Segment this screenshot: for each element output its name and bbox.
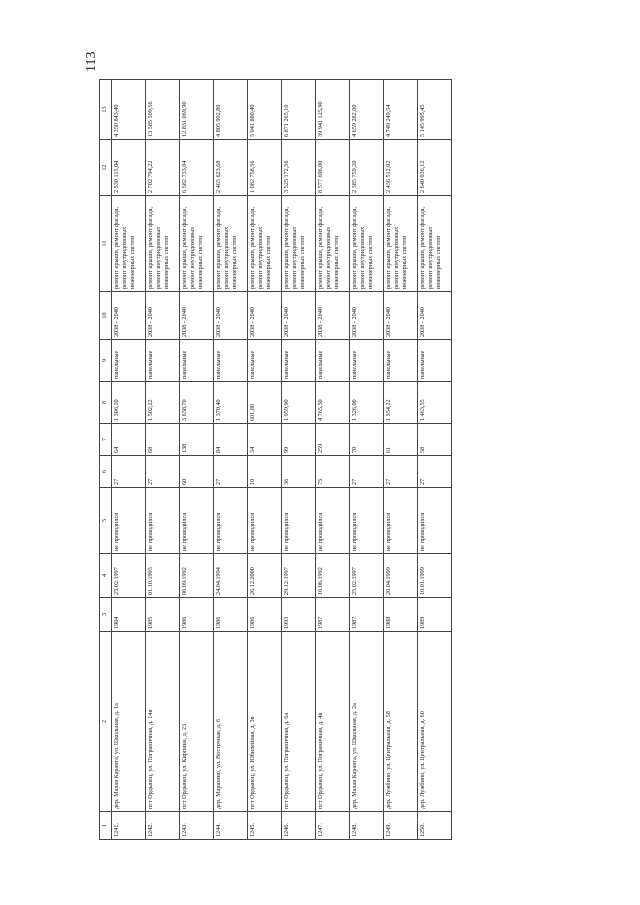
apartments-cell: 68 (146, 424, 180, 456)
build-year-cell: 1987 (316, 598, 350, 632)
table-row (282, 80, 316, 840)
build-year-cell: 1988 (384, 598, 418, 632)
total-cost-cell: 4 659 282,00 (350, 80, 384, 140)
total-cost-cell: 13 585 509,56 (146, 80, 180, 140)
column-header: 12 (100, 140, 112, 196)
table-header-row (100, 80, 112, 840)
apartments-cell: 70 (350, 424, 384, 456)
column-header: 1 (100, 812, 112, 840)
row-number-cell: 1241. (112, 812, 146, 840)
area-cell: 1 370,40 (214, 382, 248, 424)
repair-period-cell: 2038 - 2040 (146, 292, 180, 340)
area-cell: 1 326,00 (350, 382, 384, 424)
address-cell: пгт Ордынец, ул. Кирпина, д. 23 (180, 632, 214, 812)
repair-period-cell: 2038 - 2040 (248, 292, 282, 340)
table-body (112, 80, 452, 840)
cost-estimate-cell: 2 436 512,02 (384, 140, 418, 196)
table-row (214, 80, 248, 840)
last-repair-cell: не проводился (214, 488, 248, 554)
apartments-cell: 99 (282, 424, 316, 456)
repair-period-cell: 2038 - 2040 (384, 292, 418, 340)
floors-cell: 36 (282, 456, 316, 488)
wall-material-cell: панельные (384, 340, 418, 382)
table-row (384, 80, 418, 840)
apartments-cell: 58 (418, 424, 452, 456)
column-header: 8 (100, 382, 112, 424)
table-row (146, 80, 180, 840)
wall-material-cell: панельные (282, 340, 316, 382)
last-repair-cell: не проводился (418, 488, 452, 554)
column-header: 3 (100, 598, 112, 632)
page-number: 113 (84, 51, 99, 72)
repair-works-cell: ремонт крыши, ремонт фасада, ремонт внутридомовых инженерных систем (384, 196, 418, 292)
row-number-cell: 1250. (418, 812, 452, 840)
repair-period-cell: 2038 - 2040 (282, 292, 316, 340)
cost-estimate-cell: 2 465 623,68 (214, 140, 248, 196)
total-cost-cell: 12 831 069,90 (180, 80, 214, 140)
apartments-cell: 84 (214, 424, 248, 456)
cost-estimate-cell: 1 082 758,56 (248, 140, 282, 196)
column-header: 7 (100, 424, 112, 456)
wall-material-cell: панельные (350, 340, 384, 382)
privatization-date-cell: 24.04.1994 (214, 554, 248, 598)
apartments-cell: 61 (384, 424, 418, 456)
repair-works-cell: ремонт крыши, ремонт фасада, ремонт внутридомовых инженерных систем (248, 196, 282, 292)
row-number-cell: 1245. (248, 812, 282, 840)
total-cost-cell: 39 941 125,90 (316, 80, 350, 140)
address-cell: дер. Лужбино, ул. Центральная, д. 60 (418, 632, 452, 812)
row-number-cell: 1247. (316, 812, 350, 840)
build-year-cell: 1989 (418, 598, 452, 632)
table-row (418, 80, 452, 840)
area-cell: 3 638,70 (180, 382, 214, 424)
apartments-cell: 34 (248, 424, 282, 456)
area-cell: 1 502,22 (146, 382, 180, 424)
privatization-date-cell: 10.01.1999 (418, 554, 452, 598)
address-cell: пгт Ордынец, ул. Пограничная, д. 4в (316, 632, 350, 812)
build-year-cell: 1985 (146, 598, 180, 632)
last-repair-cell: не проводился (248, 488, 282, 554)
last-repair-cell: не проводился (146, 488, 180, 554)
repair-period-cell: 2038 - 2040 (316, 292, 350, 340)
privatization-date-cell: 25.02.1997 (112, 554, 146, 598)
area-cell: 1 306,20 (112, 382, 146, 424)
total-cost-cell: 5 145 995,45 (418, 80, 452, 140)
repair-period-cell: 2038 - 2040 (350, 292, 384, 340)
area-cell: 601,80 (248, 382, 282, 424)
row-number-cell: 1248. (350, 812, 384, 840)
area-cell: 1 463,55 (418, 382, 452, 424)
total-cost-cell: 4 805 992,80 (214, 80, 248, 140)
apartments-cell: 259 (316, 424, 350, 456)
cost-estimate-cell: 8 577 696,00 (316, 140, 350, 196)
table-row (180, 80, 214, 840)
address-cell: пгт Ордынец, ул. Пограничная, д. 14в (146, 632, 180, 812)
apartments-cell: 64 (112, 424, 146, 456)
address-cell: пгт Ордынец, ул. Юбилейная, д. 3в (248, 632, 282, 812)
rotated-table-sheet (99, 79, 452, 840)
row-number-cell: 1244. (214, 812, 248, 840)
wall-material-cell: панельные (180, 340, 214, 382)
column-header: 13 (100, 80, 112, 140)
floors-cell: 27 (146, 456, 180, 488)
area-cell: 4 765,50 (316, 382, 350, 424)
row-number-cell: 1246. (282, 812, 316, 840)
address-cell: дер. Малая Каранга, ул. Школьная, д. 2а (350, 632, 384, 812)
floors-cell: 27 (350, 456, 384, 488)
last-repair-cell: не проводился (112, 488, 146, 554)
column-header: 2 (100, 632, 112, 812)
total-cost-cell: 4 350 843,40 (112, 80, 146, 140)
repair-period-cell: 2038 - 2040 (418, 292, 452, 340)
repair-works-cell: ремонт крыши, ремонт фасада, ремонт внутридомовых инженерных систем (316, 196, 350, 292)
floors-cell: 27 (418, 456, 452, 488)
wall-material-cell: панельные (214, 340, 248, 382)
last-repair-cell: не проводился (180, 488, 214, 554)
table-row (112, 80, 146, 840)
address-cell: дер. Малая Каранга, ул. Школьная, д. 1а (112, 632, 146, 812)
privatization-date-cell: 16.06.1992 (316, 554, 350, 598)
cost-estimate-cell: 2 640 036,12 (418, 140, 452, 196)
privatization-date-cell: 20.04.1999 (384, 554, 418, 598)
repair-works-cell: ремонт крыши, ремонт фасада, ремонт внутридомовых инженерных систем (112, 196, 146, 292)
total-cost-cell: 5 041 880,40 (248, 80, 282, 140)
build-year-cell: 1987 (350, 598, 384, 632)
wall-material-cell: панельные (248, 340, 282, 382)
build-year-cell: 1986 (214, 598, 248, 632)
floors-cell: 27 (214, 456, 248, 488)
repair-works-cell: ремонт крыши, ремонт фасада, ремонт внутридомовых инженерных систем (214, 196, 248, 292)
column-header: 6 (100, 456, 112, 488)
build-year-cell: 1986 (180, 598, 214, 632)
address-cell: дер. Лужбино, ул. Центральная, д. 58 (384, 632, 418, 812)
floors-cell: 60 (180, 456, 214, 488)
privatization-date-cell: 06.09.1992 (180, 554, 214, 598)
last-repair-cell: не проводился (350, 488, 384, 554)
table-row (316, 80, 350, 840)
floors-cell: 27 (112, 456, 146, 488)
address-cell: дер. Маршино, ул. Восточная, д. 6 (214, 632, 248, 812)
repair-works-cell: ремонт крыши, ремонт фасада, ремонт внутридомовых инженерных систем (418, 196, 452, 292)
column-header: 5 (100, 488, 112, 554)
build-year-cell: 1984 (112, 598, 146, 632)
repair-period-cell: 2038 - 2040 (214, 292, 248, 340)
floors-cell: 27 (384, 456, 418, 488)
column-header: 4 (100, 554, 112, 598)
area-cell: 1 959,90 (282, 382, 316, 424)
repair-period-cell: 2038 - 2040 (180, 292, 214, 340)
cost-estimate-cell: 2 530 115,04 (112, 140, 146, 196)
wall-material-cell: панельные (418, 340, 452, 382)
repair-works-cell: ремонт крыши, ремонт фасада, ремонт внутридомовых инженерных систем (282, 196, 316, 292)
build-year-cell: 1993 (282, 598, 316, 632)
address-cell: пгт Ордынец, ул. Пограничная, д. 6а (282, 632, 316, 812)
privatization-date-cell: 26.12.2000 (248, 554, 282, 598)
table-row (350, 80, 384, 840)
repair-works-cell: ремонт крыши, ремонт фасада, ремонт внутридомовых инженерных систем (350, 196, 384, 292)
floors-cell: 75 (316, 456, 350, 488)
privatization-date-cell: 01.10.1993 (146, 554, 180, 598)
repair-period-cell: 2038 - 2040 (112, 292, 146, 340)
cost-estimate-cell: 2 702 794,22 (146, 140, 180, 196)
last-repair-cell: не проводился (316, 488, 350, 554)
wall-material-cell: панельные (146, 340, 180, 382)
column-header: 10 (100, 292, 112, 340)
total-cost-cell: 6 871 265,10 (282, 80, 316, 140)
row-number-cell: 1243. (180, 812, 214, 840)
repair-works-cell: ремонт крыши, ремонт фасада, ремонт внутридомовых инженерных систем (180, 196, 214, 292)
column-header: 9 (100, 340, 112, 382)
cost-estimate-cell: 3 525 172,56 (282, 140, 316, 196)
floors-cell: 10 (248, 456, 282, 488)
cost-estimate-cell: 2 385 759,20 (350, 140, 384, 196)
privatization-date-cell: 25.02.1997 (350, 554, 384, 598)
row-number-cell: 1242. (146, 812, 180, 840)
last-repair-cell: не проводился (384, 488, 418, 554)
table-row (248, 80, 282, 840)
apartments-cell: 138 (180, 424, 214, 456)
build-year-cell: 1986 (248, 598, 282, 632)
repair-works-cell: ремонт крыши, ремонт фасада, ремонт внутридомовых инженерных систем (146, 196, 180, 292)
row-number-cell: 1249. (384, 812, 418, 840)
column-header: 11 (100, 196, 112, 292)
wall-material-cell: панельные (316, 340, 350, 382)
area-cell: 1 354,22 (384, 382, 418, 424)
total-cost-cell: 4 749 249,54 (384, 80, 418, 140)
wall-material-cell: панельные (112, 340, 146, 382)
cost-estimate-cell: 6 582 733,04 (180, 140, 214, 196)
privatization-date-cell: 29.12.1997 (282, 554, 316, 598)
capital-repair-table (99, 79, 452, 840)
last-repair-cell: не проводился (282, 488, 316, 554)
